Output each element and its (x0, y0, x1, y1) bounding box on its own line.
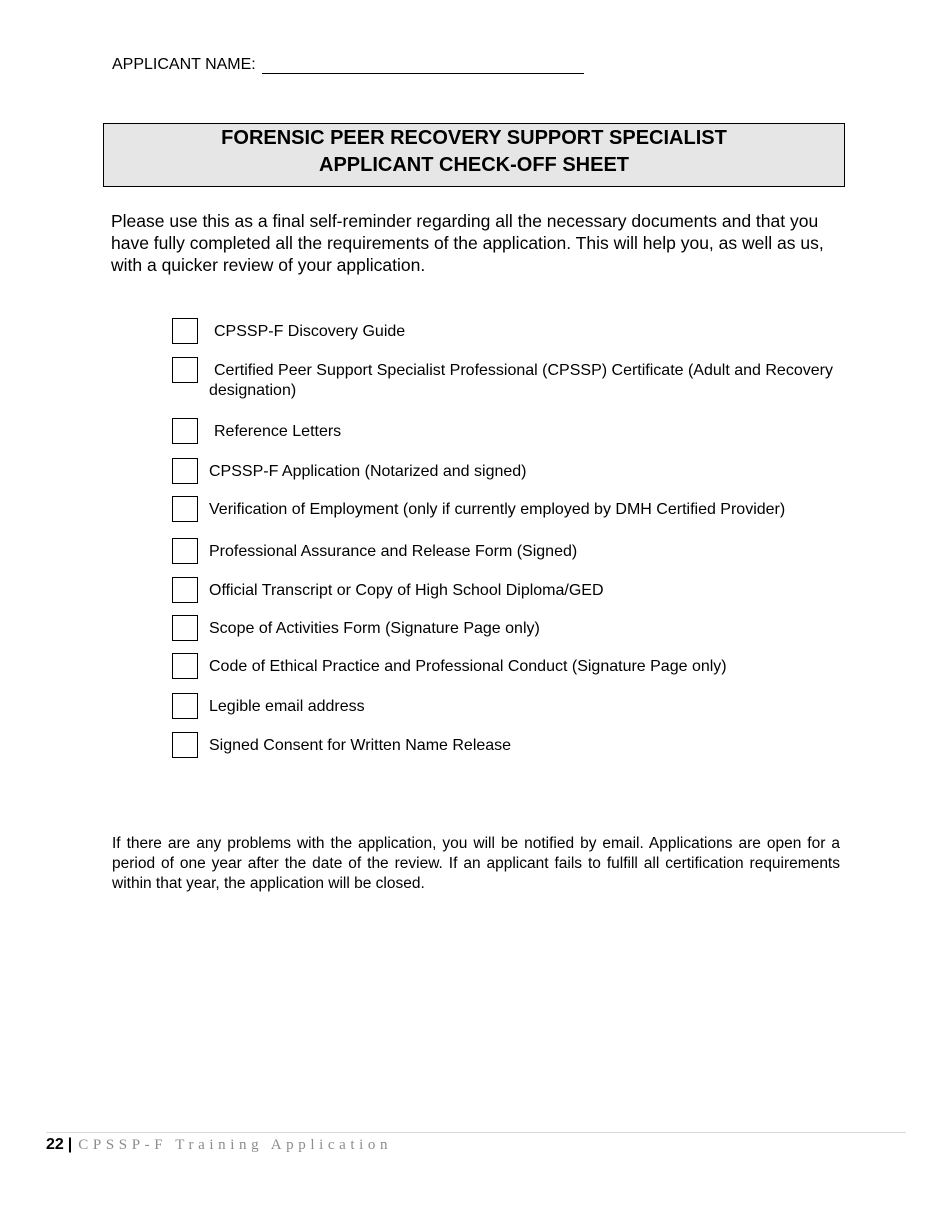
checkbox[interactable] (172, 732, 198, 758)
checklist-item-label: Official Transcript or Copy of High School Diploma/GED (209, 582, 604, 599)
checklist-item-scope-activities (172, 615, 540, 641)
checklist-item-label: Verification of Employment (only if currently employed by DMH Certified Provider) (209, 501, 786, 518)
checklist-item-verification-employment (172, 496, 785, 522)
applicant-name-field[interactable] (262, 55, 584, 74)
checkbox[interactable] (172, 357, 198, 383)
title-line-1: FORENSIC PEER RECOVERY SUPPORT SPECIALIST (221, 127, 727, 149)
checkbox[interactable] (172, 458, 198, 484)
checklist-item-label: Certified Peer Support Specialist Professional (CPSSP) Certificate (Adult and Recovery designation) (209, 362, 833, 399)
checklist-item-cpssp-certificate (172, 357, 869, 401)
checklist-item-label: Professional Assurance and Release Form (Signed) (209, 543, 578, 560)
checklist-item-label: Signed Consent for Written Name Release (209, 737, 512, 754)
checklist-item-application (172, 458, 527, 484)
applicant-name-label: APPLICANT NAME: (112, 56, 256, 73)
checklist-item-label: Code of Ethical Practice and Professional Conduct (Signature Page only) (209, 658, 727, 675)
title-box (103, 123, 845, 187)
checklist-item-discovery-guide (172, 318, 405, 344)
checkbox[interactable] (172, 577, 198, 603)
checkbox[interactable] (172, 418, 198, 444)
checkbox[interactable] (172, 653, 198, 679)
page-number: 22 (46, 1136, 64, 1153)
checklist-item-consent (172, 732, 511, 758)
checklist-item-label: Scope of Activities Form (Signature Page only) (209, 620, 540, 637)
checklist-item-code-ethics (172, 653, 727, 679)
checkbox[interactable] (172, 318, 198, 344)
checklist-item-email (172, 693, 365, 719)
checklist-item-label: CPSSP-F Discovery Guide (214, 323, 406, 340)
page-footer (46, 1132, 906, 1154)
checkbox[interactable] (172, 538, 198, 564)
checklist-item-label: Legible email address (209, 698, 365, 715)
intro-paragraph: Please use this as a final self-reminder regarding all the necessary documents and that you have fully completed all the requirements of the application. This will help you, as well as us, with a quicker review of your application. (111, 211, 824, 275)
applicant-name-row (112, 55, 584, 74)
checklist-item-reference-letters (172, 418, 341, 444)
checklist-item-assurance-release (172, 538, 577, 564)
document-name: CPSSP-F Training Application (78, 1137, 393, 1153)
checklist-item-transcript (172, 577, 604, 603)
title-line-2: APPLICANT CHECK-OFF SHEET (319, 154, 629, 176)
checkbox[interactable] (172, 496, 198, 522)
checkbox[interactable] (172, 693, 198, 719)
checklist-item-label: Reference Letters (214, 423, 342, 440)
page-separator: | (67, 1136, 73, 1153)
footer-note: If there are any problems with the application, you will be notified by email. Applications are open for a period of one year after the date of the review. If an applicant fails to fulfill all certification requirements within that year, the application will be closed. (112, 835, 840, 892)
checkbox[interactable] (172, 615, 198, 641)
checklist-item-label: CPSSP-F Application (Notarized and signed) (209, 463, 527, 480)
